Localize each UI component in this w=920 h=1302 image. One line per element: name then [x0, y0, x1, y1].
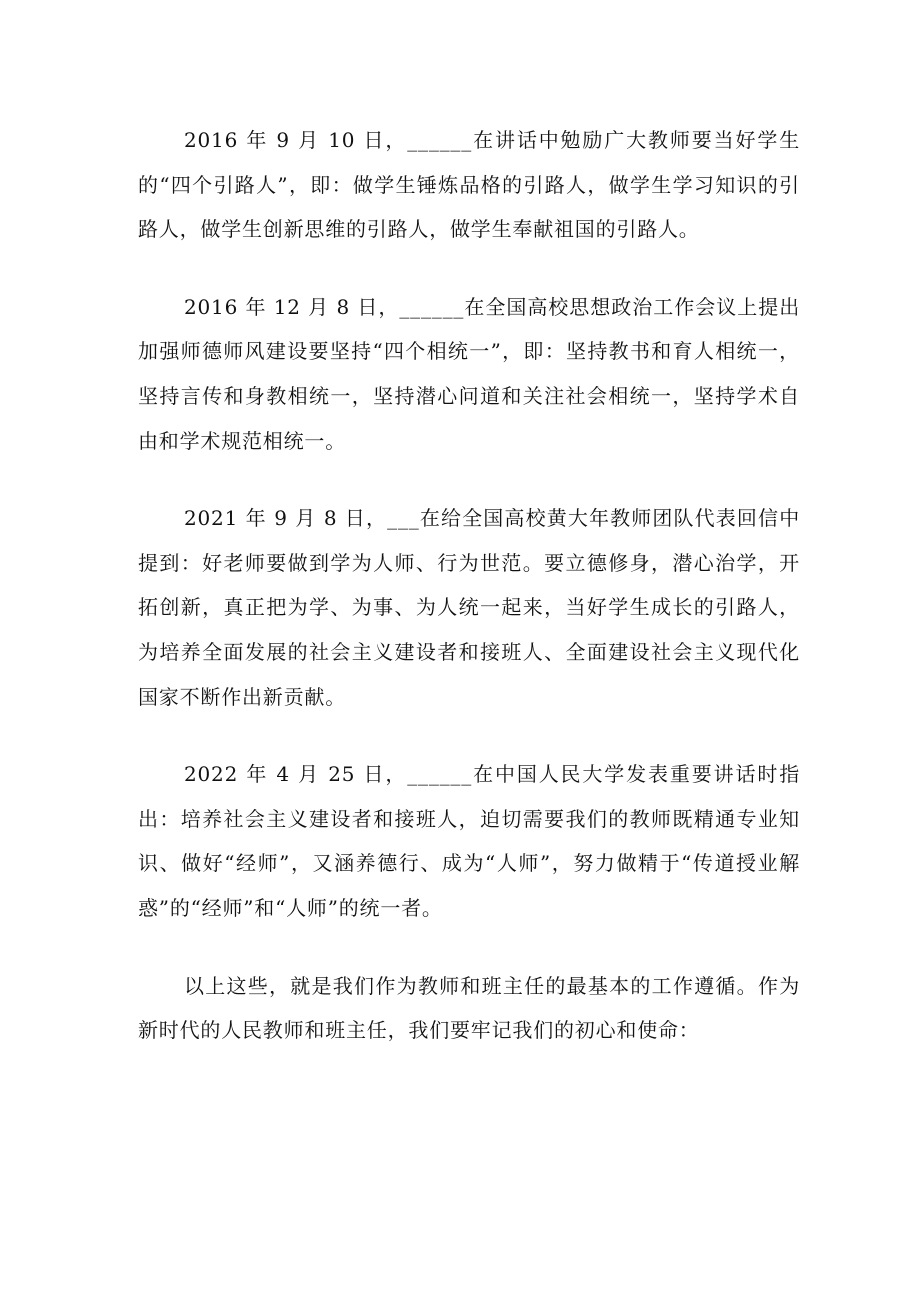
- paragraph-2016-sep: 2016 年 9 月 10 日，______在讲话中勉励广大教师要当好学生的“四个引路人”，即：做学生锤炼品格的引路人，做学生学习知识的引路人，做学生创新思维的引路人，做学生奉献祖国的引路人。: [138, 128, 800, 242]
- paragraph-2021-sep: 2021 年 9 月 8 日，___在给全国高校黄大年教师团队代表回信中提到：好老师要做到学为人师、行为世范。要立德修身，潜心治学，开拓创新，真正把为学、为事、为人统一起来，当好学生成长的引路人，为培养全面发展的社会主义建设者和接班人、全面建设社会主义现代化国家不断作出新贡献。: [138, 506, 800, 709]
- document-body: [138, 118, 800, 1053]
- paragraph-2016-dec: 2016 年 12 月 8 日，______在全国高校思想政治工作会议上提出加强师德师风建设要坚持“四个相统一”，即：坚持教书和育人相统一，坚持言传和身教相统一，坚持潜心问道和关注社会相统一，坚持学术自由和学术规范相统一。: [138, 294, 800, 453]
- paragraph-2022-apr: 2022 年 4 月 25 日，______在中国人民大学发表重要讲话时指出：培养社会主义建设者和接班人，迫切需要我们的教师既精通专业知识、做好“经师”，又涵养德行、成为“人师”，努力做精于“传道授业解惑”的“经师”和“人师”的统一者。: [138, 762, 800, 920]
- paragraph-summary: 以上这些，就是我们作为教师和班主任的最基本的工作遵循。作为新时代的人民教师和班主任，我们要牢记我们的初心和使命：: [138, 973, 800, 1043]
